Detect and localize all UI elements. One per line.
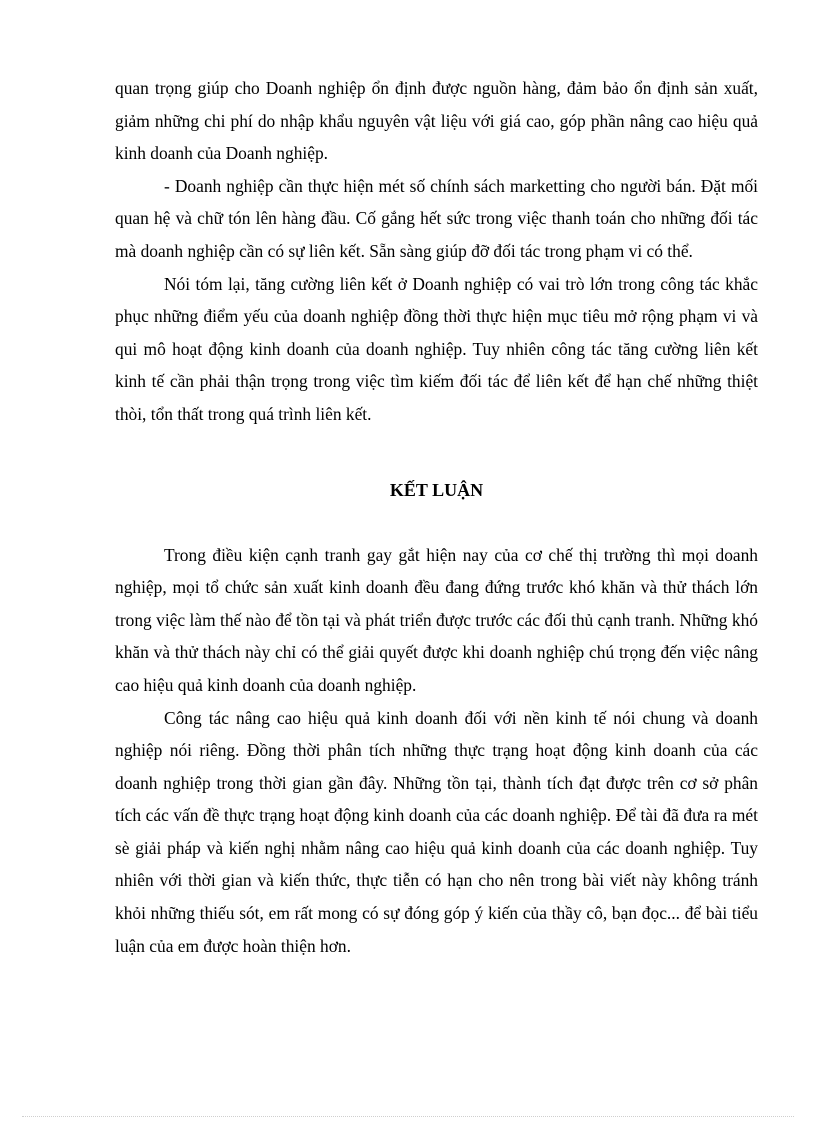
document-page xyxy=(115,72,758,962)
paragraph-conclusion-2: Công tác nâng cao hiệu quả kinh doanh đối với nền kinh tế nói chung và doanh nghiệp nói riêng. Đồng thời phân tích những thực trạng hoạt động kinh doanh của các doanh nghiệp trong thời gian gần đây. Những tồn tại, thành tích đạt được trên cơ sở phân tích các vấn đề thực trạng hoạt động kinh doanh của các doanh nghiệp. Để tài đã đưa ra mét sè giải pháp và kiến nghị nhằm nâng cao hiệu quả kinh doanh của các doanh nghiệp. Tuy nhiên với thời gian và kiến thức, thực tiễn có hạn cho nên trong bài viết này không tránh khỏi những thiếu sót, em rất mong có sự đóng góp ý kiến của thầy cô, bạn đọc... để bài tiểu luận của em được hoàn thiện hơn. xyxy=(115,707,758,956)
paragraph-marketing: - Doanh nghiệp cần thực hiện mét số chính sách marketting cho người bán. Đặt mối quan hệ và chữ tón lên hàng đầu. Cố gắng hết sức trong việc thanh toán cho những đối tác mà doanh nghiệp cần có sự liên kết. Sẵn sàng giúp đỡ đối tác trong phạm vi có thể. xyxy=(115,175,758,261)
section-heading-conclusion: KẾT LUẬN xyxy=(389,479,484,500)
paragraph-continuation: quan trọng giúp cho Doanh nghiệp ổn định được nguồn hàng, đảm bảo ổn định sản xuất, giảm những chi phí do nhập khẩu nguyên vật liệu với giá cao, góp phần nâng cao hiệu quả kinh doanh của Doanh nghiệp. xyxy=(115,78,758,164)
page-bottom-divider xyxy=(22,1116,794,1117)
paragraph-summary: Nói tóm lại, tăng cường liên kết ở Doanh nghiệp có vai trò lớn trong công tác khắc phục những điểm yếu của doanh nghiệp đồng thời thực hiện mục tiêu mở rộng phạm vi và qui mô hoạt động kinh doanh của doanh nghiệp. Tuy nhiên công tác tăng cường liên kết kinh tế cần phải thận trọng trong việc tìm kiếm đối tác để liên kết để hạn chế những thiệt thòi, tổn thất trong quá trình liên kết. xyxy=(115,273,758,424)
paragraph-conclusion-1: Trong điều kiện cạnh tranh gay gắt hiện nay của cơ chế thị trường thì mọi doanh nghiệp, mọi tổ chức sản xuất kinh doanh đều đang đứng trước khó khăn và thử thách lớn trong việc làm thế nào để tồn tại và phát triển được trước các đối thủ cạnh tranh. Những khó khăn và thử thách này chỉ có thể giải quyết được khi doanh nghiệp chú trọng đến việc nâng cao hiệu quả kinh doanh của doanh nghiệp. xyxy=(115,544,758,695)
